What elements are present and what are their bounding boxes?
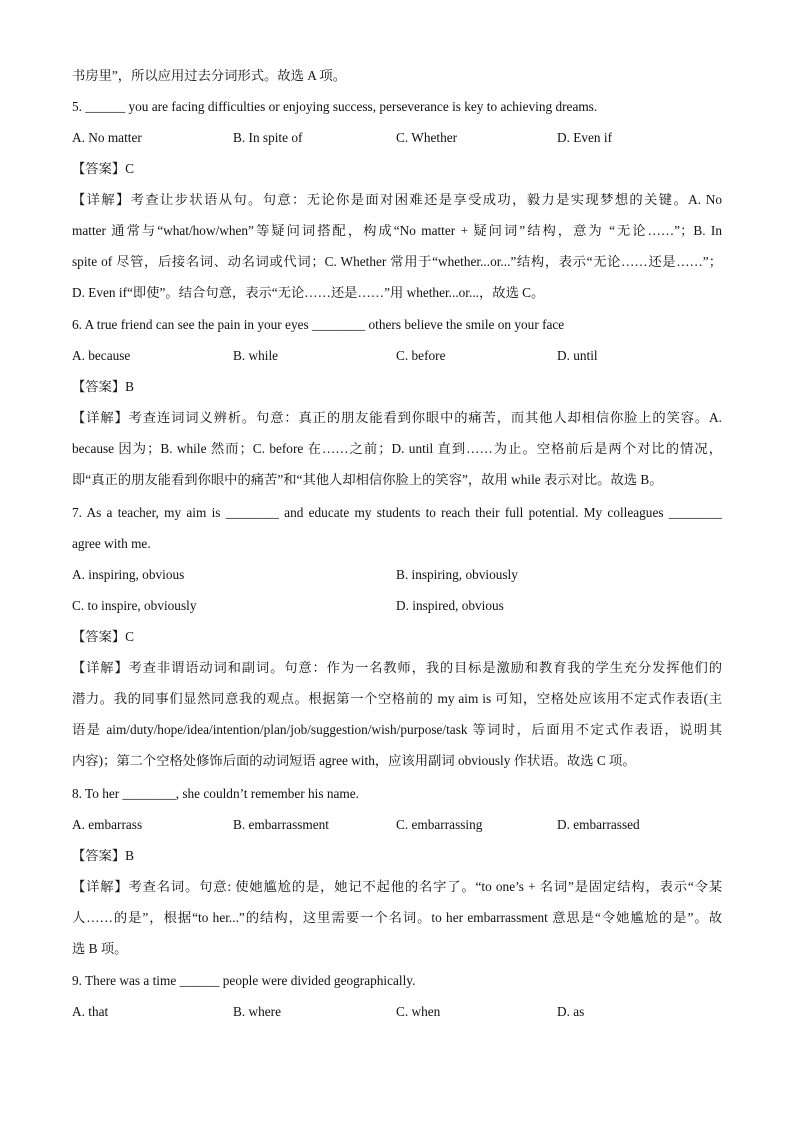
q8-answer: 【答案】B bbox=[72, 848, 135, 863]
q9-option-b: B. where bbox=[233, 1004, 281, 1019]
q6-option-d: D. until bbox=[557, 348, 598, 363]
q8-option-b: B. embarrassment bbox=[233, 817, 330, 832]
q5-option-a: A. No matter bbox=[72, 130, 142, 145]
q5-option-b: B. In spite of bbox=[233, 130, 303, 145]
q7-option-d: D. inspired, obvious bbox=[396, 598, 504, 613]
q5-option-d: D. Even if bbox=[557, 130, 613, 145]
q5-option-c: C. Whether bbox=[396, 130, 458, 145]
q6-option-b: B. while bbox=[233, 348, 279, 363]
question-7: agree with me. bbox=[72, 536, 151, 551]
q8-option-a: A. embarrass bbox=[72, 817, 143, 832]
q5-explanation: D. Even if“即使”。结合句意，表示“无论……还是……”用 whether...or...，故选 C。 bbox=[72, 285, 545, 300]
q8-explanation: 人……的是”，根据“to her...”的结构，这里需要一个名词。to her embarrassment 意思是“令她尴尬的是”。故 bbox=[72, 910, 722, 925]
q7-explanation: 潜力。我的同事们显然同意我的观点。根据第一个空格前的 my aim is 可知，空格处应该用不定式作表语(主 bbox=[72, 691, 722, 706]
q5-explanation: 【详解】考查让步状语从句。句意：无论你是面对困难还是享受成功，毅力是实现梦想的关键。A. No bbox=[72, 192, 722, 207]
q8-option-d: D. embarrassed bbox=[557, 817, 640, 832]
question-6: 6. A true friend can see the pain in your eyes ________ others believe the smile on your face bbox=[72, 317, 565, 332]
q7-option-a: A. inspiring, obvious bbox=[72, 567, 185, 582]
q6-option-c: C. before bbox=[396, 348, 446, 363]
q9-option-d: D. as bbox=[557, 1004, 585, 1019]
q7-explanation: 内容)；第二个空格处修饰后面的动词短语 agree with，应该用副词 obviously 作状语。故选 C 项。 bbox=[72, 753, 636, 768]
q7-option-b: B. inspiring, obviously bbox=[396, 567, 518, 582]
q5-explanation: spite of 尽管，后接名词、动名词或代词；C. Whether 常用于“whether...or...”结构，表示“无论……还是……”； bbox=[72, 254, 722, 269]
q7-answer: 【答案】C bbox=[72, 629, 135, 644]
q8-option-c: C. embarrassing bbox=[396, 817, 483, 832]
q8-explanation: 【详解】考查名词。句意: 使她尴尬的是，她记不起他的名字了。“to one’s + 名词”是固定结构，表示“令某 bbox=[72, 879, 722, 894]
q6-explanation: 即“真正的朋友能看到你眼中的痛苦”和“其他人却相信你脸上的笑容”，故用 while 表示对比。故选 B。 bbox=[72, 472, 663, 487]
q6-explanation: because 因为；B. while 然而；C. before 在……之前；D. until 直到……为止。空格前后是两个对比的情况， bbox=[72, 441, 722, 456]
q5-answer: 【答案】C bbox=[72, 161, 135, 176]
q7-option-c: C. to inspire, obviously bbox=[72, 598, 197, 613]
question-7: 7. As a teacher, my aim is ________ and educate my students to reach their full potential. My colleagues ________ bbox=[72, 505, 722, 520]
question-9: 9. There was a time ______ people were divided geographically. bbox=[72, 973, 416, 988]
question-5: 5. ______ you are facing difficulties or enjoying success, perseverance is key to achieving dreams. bbox=[72, 99, 598, 114]
question-8: 8. To her ________, she couldn’t remember his name. bbox=[72, 786, 359, 801]
q9-option-c: C. when bbox=[396, 1004, 441, 1019]
q8-explanation: 选 B 项。 bbox=[72, 941, 128, 956]
q6-answer: 【答案】B bbox=[72, 379, 135, 394]
q7-explanation: 语是 aim/duty/hope/idea/intention/plan/job/suggestion/wish/purpose/task 等词时，后面用不定式作表语，说明其 bbox=[72, 722, 722, 737]
q6-option-a: A. because bbox=[72, 348, 131, 363]
q9-option-a: A. that bbox=[72, 1004, 109, 1019]
q5-explanation: matter 通常与“what/how/when”等疑问词搭配，构成“No matter + 疑问词”结构，意为 “无论……”；B. In bbox=[72, 223, 722, 238]
q6-explanation: 【详解】考查连词词义辨析。句意：真正的朋友能看到你眼中的痛苦，而其他人却相信你脸上的笑容。A. bbox=[72, 410, 722, 425]
text-line: 书房里”，所以应用过去分词形式。故选 A 项。 bbox=[72, 68, 347, 83]
q7-explanation: 【详解】考查非谓语动词和副词。句意：作为一名教师，我的目标是激励和教育我的学生充分发挥他们的 bbox=[72, 660, 722, 675]
